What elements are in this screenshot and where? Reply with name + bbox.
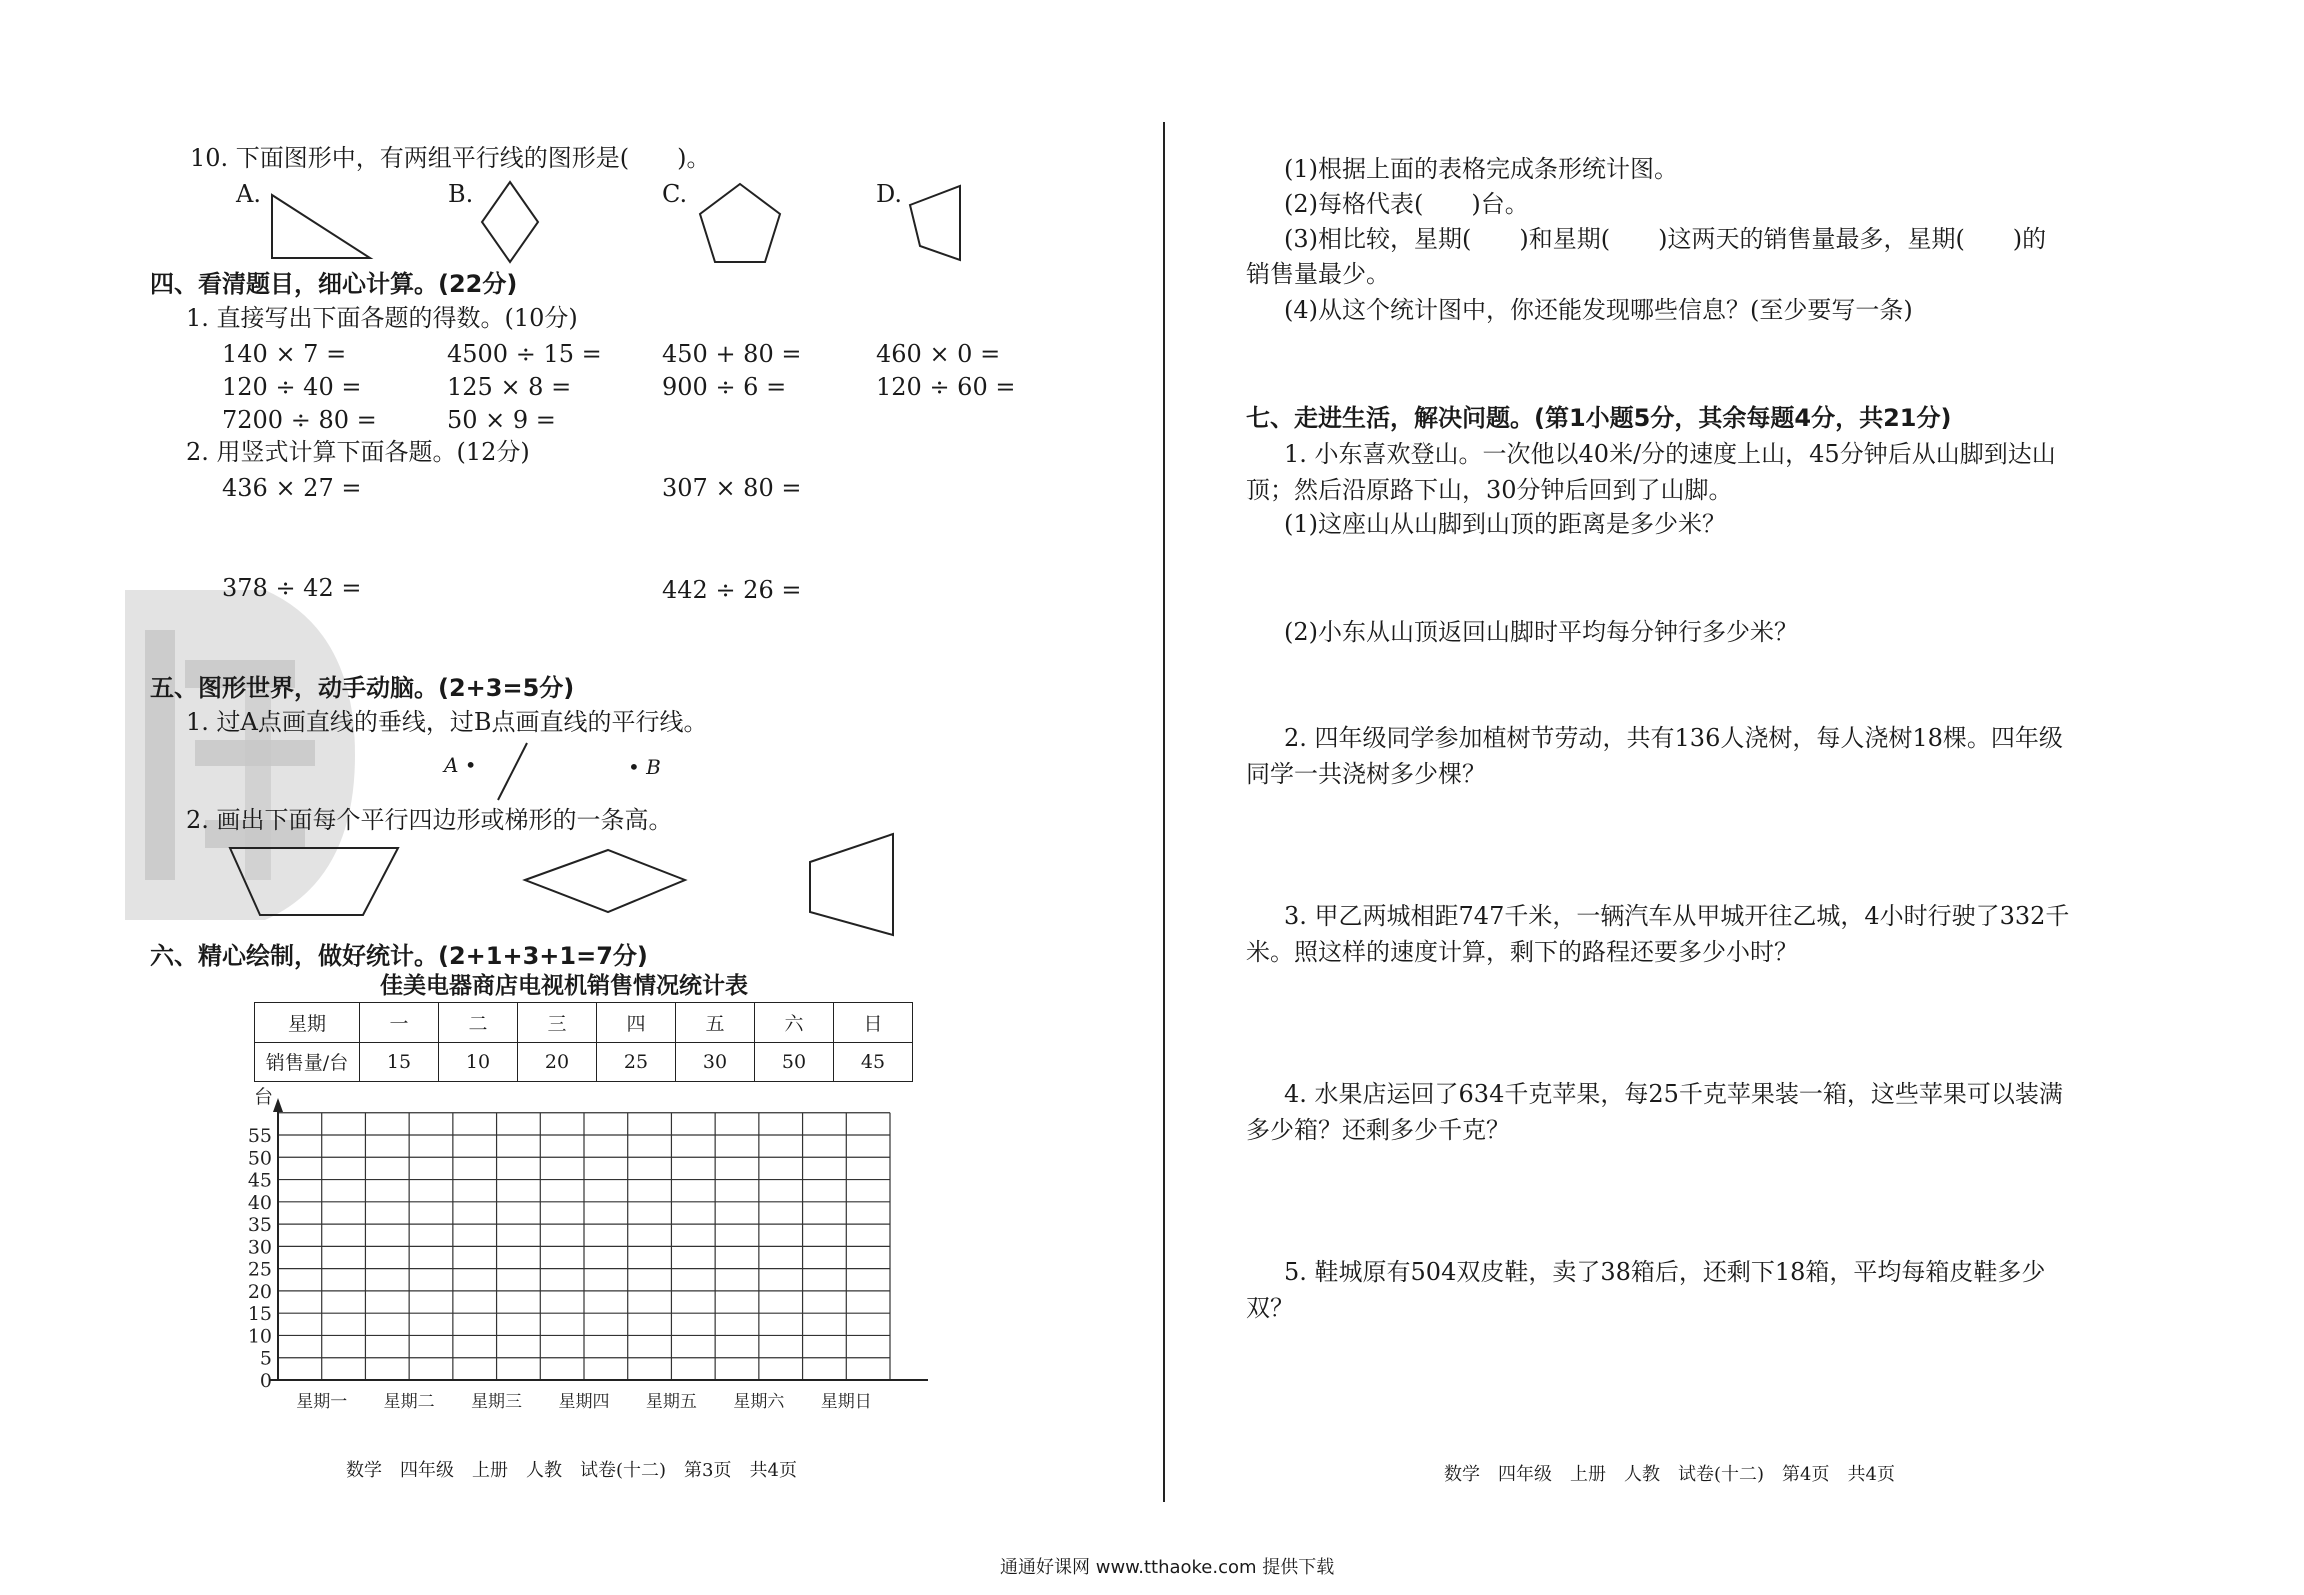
calc-item: 50 × 9 = [447,406,556,434]
section-5-sub2: 2. 画出下面每个平行四边形或梯形的一条高。 [186,806,673,834]
problem-1-part2: (2)小东从山顶返回山脚时平均每分钟行多少米？ [1284,618,1798,646]
stat-question-4: (4)从这个统计图中，你还能发现哪些信息？(至少要写一条) [1284,296,1913,324]
calc-item: 7200 ÷ 80 = [222,406,377,434]
option-c-label: C. [662,180,688,208]
point-a-label: A • [444,753,477,777]
vertical-calc-item: 307 × 80 = [662,474,802,502]
section-5-title: 五、图形世界，动手动脑。(2+3=5分) [150,674,575,702]
y-tick-label: 25 [247,1258,272,1281]
table-cell: 二 [439,1003,518,1043]
y-tick-label: 15 [247,1303,272,1326]
section-6-title: 六、精心绘制，做好统计。(2+1+3+1=7分) [150,942,648,970]
y-tick-label: 40 [247,1191,272,1214]
calc-item: 460 × 0 = [876,340,1001,368]
calc-item: 450 + 80 = [662,340,802,368]
table-cell: 10 [439,1042,518,1082]
vertical-calc-item: 436 × 27 = [222,474,362,502]
y-tick-label: 10 [247,1325,272,1348]
section-7-title: 七、走进生活，解决问题。(第1小题5分，其余每题4分，共21分) [1246,404,1952,432]
section-4-sub1: 1. 直接写出下面各题的得数。(10分) [186,304,578,332]
table-cell: 星期 [255,1003,360,1043]
option-d-label: D. [876,180,903,208]
problem-2-cont: 同学一共浇树多少棵？ [1246,760,1486,788]
problem-3: 3. 甲乙两城相距747千米，一辆汽车从甲城开往乙城，4小时行驶了332千 [1284,902,2070,930]
section-4-title: 四、看清题目，细心计算。(22分) [150,270,518,298]
y-tick-label: 5 [259,1347,272,1370]
table-cell: 一 [360,1003,439,1043]
problem-1: 1. 小东喜欢登山。一次他以40米/分的速度上山，45分钟后从山脚到达山 [1284,440,2056,468]
y-axis-label: 台 [254,1086,274,1108]
calc-item: 140 × 7 = [222,340,347,368]
table-cell: 15 [360,1042,439,1082]
table-cell: 45 [834,1042,913,1082]
table-cell: 五 [676,1003,755,1043]
table-cell: 20 [518,1042,597,1082]
problem-5: 5. 鞋城原有504双皮鞋，卖了38箱后，还剩下18箱，平均每箱皮鞋多少 [1284,1258,2046,1286]
left-page-footer: 数学 四年级 上册 人教 试卷(十二) 第3页 共4页 [346,1460,797,1481]
problem-4-cont: 多少箱？还剩多少千克？ [1246,1116,1510,1144]
option-a-label: A. [236,180,261,208]
y-axis-arrow [273,1098,283,1112]
download-credit: 通通好课网 www.tthaoke.com 提供下载 [1000,1557,1335,1578]
x-tick-label: 星期二 [383,1392,435,1412]
problem-2: 2. 四年级同学参加植树节劳动，共有136人浇树，每人浇树18棵。四年级 [1284,724,2063,752]
problem-1-cont: 顶；然后沿原路下山，30分钟后回到了山脚。 [1246,476,1733,504]
calc-item: 120 ÷ 60 = [876,373,1016,401]
y-tick-label: 55 [247,1125,272,1147]
stat-question-1: (1)根据上面的表格完成条形统计图。 [1284,155,1678,183]
page-divider [1163,122,1165,1502]
problem-1-part1: (1)这座山从山脚到山顶的距离是多少米？ [1284,510,1726,538]
point-b-label: • B [628,755,661,779]
stat-question-3: (3)相比较，星期( )和星期( )这两天的销售量最多，星期( )的 [1284,225,2047,253]
table-cell: 25 [597,1042,676,1082]
table-cell: 日 [834,1003,913,1043]
calc-item: 125 × 8 = [447,373,572,401]
vertical-calc-item: 378 ÷ 42 = [222,574,362,602]
x-tick-label: 星期六 [733,1392,785,1412]
problem-5-cont: 双？ [1246,1294,1294,1322]
calc-item: 4500 ÷ 15 = [447,340,602,368]
table-cell: 三 [518,1003,597,1043]
y-tick-label: 35 [247,1214,272,1237]
y-tick-label: 0 [259,1370,272,1392]
section-4-sub2: 2. 用竖式计算下面各题。(12分) [186,438,530,466]
table-title: 佳美电器商店电视机销售情况统计表 [380,973,748,999]
table-cell: 六 [755,1003,834,1043]
vertical-calc-item: 442 ÷ 26 = [662,576,802,604]
x-tick-labels [296,1392,872,1412]
calc-item: 900 ÷ 6 = [662,373,787,401]
y-tick-label: 20 [247,1280,272,1303]
table-cell: 四 [597,1003,676,1043]
x-tick-label: 星期日 [820,1392,872,1412]
x-tick-label: 星期五 [645,1392,697,1412]
table-cell: 50 [755,1042,834,1082]
x-tick-label: 星期四 [558,1392,610,1412]
right-page-footer: 数学 四年级 上册 人教 试卷(十二) 第4页 共4页 [1444,1464,1895,1485]
table-cell: 30 [676,1042,755,1082]
problem-3-cont: 米。照这样的速度计算，剩下的路程还要多少小时？ [1246,938,1798,966]
y-tick-labels [248,1125,272,1392]
y-tick-label: 45 [247,1169,272,1192]
option-b-label: B. [448,180,474,208]
chart-grid [278,1113,890,1380]
x-tick-label: 星期三 [471,1392,523,1412]
x-tick-label: 星期一 [296,1392,348,1412]
y-tick-label: 50 [247,1147,272,1170]
stat-question-3-cont: 销售量最少。 [1246,260,1390,288]
section-5-sub1: 1. 过A点画直线的垂线，过B点画直线的平行线。 [186,708,708,736]
table-cell: 销售量/台 [255,1042,360,1082]
y-tick-label: 30 [247,1236,272,1259]
problem-4: 4. 水果店运回了634千克苹果，每25千克苹果装一箱，这些苹果可以装满 [1284,1080,2063,1108]
stat-question-2: (2)每格代表( )台。 [1284,190,1529,218]
calc-item: 120 ÷ 40 = [222,373,362,401]
question-10: 10. 下面图形中，有两组平行线的图形是( )。 [190,144,711,172]
